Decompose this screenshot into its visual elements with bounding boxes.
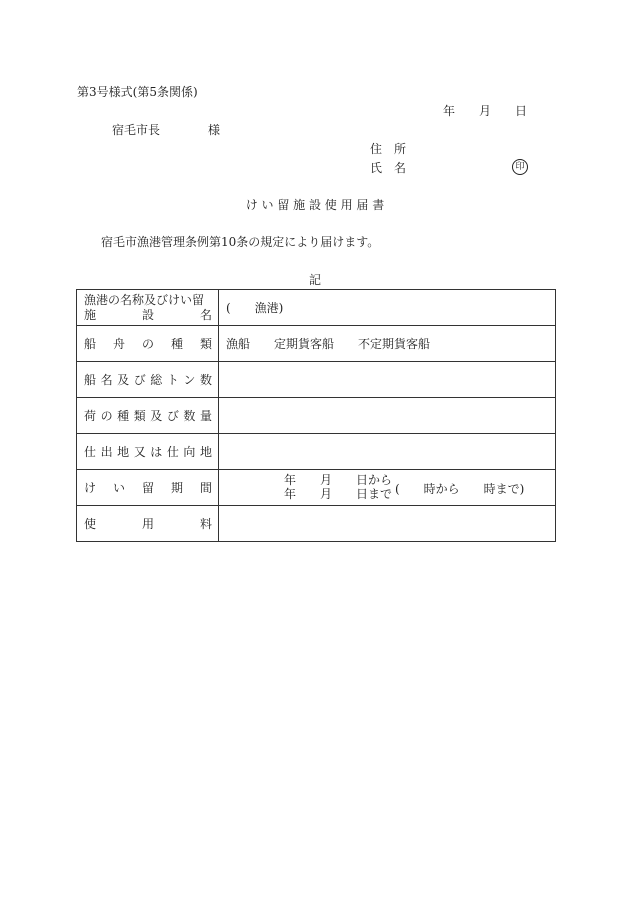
vessel-type-field[interactable]: 漁船 定期貨客船 不定期貨客船 [219, 326, 556, 362]
row-label [77, 362, 219, 398]
row-label [77, 398, 219, 434]
row-label [77, 326, 219, 362]
label-char: 用 [141, 516, 154, 531]
label-char: は [150, 444, 163, 459]
address-label: 住 所 [370, 142, 407, 156]
date-month: 月 [479, 104, 492, 118]
label-char: 類 [133, 408, 146, 423]
period-start-day: 日から [356, 473, 393, 487]
period-start-month: 月 [320, 473, 333, 487]
label-char: 及 [150, 408, 163, 423]
label-line-2 [77, 308, 218, 323]
name-label: 氏 名 [370, 161, 407, 175]
label-char: 設 [141, 307, 154, 322]
table-row [77, 434, 556, 470]
cargo-type-quantity-field[interactable] [219, 398, 556, 434]
notification-table [76, 289, 556, 542]
label-char: 量 [199, 408, 212, 423]
table-row [77, 362, 556, 398]
label-char: 地 [199, 444, 212, 459]
label-char: 船 [84, 336, 97, 351]
period-hours: ( 時から 時まで) [395, 482, 525, 496]
row-label [77, 434, 219, 470]
addressee-name: 宿毛市長 [112, 123, 161, 137]
date-day: 日 [515, 104, 528, 118]
period-start [284, 473, 392, 487]
label-char: 留 [141, 480, 154, 495]
label-char: 類 [199, 336, 212, 351]
label-char: 船 [84, 372, 97, 387]
row-label [77, 290, 219, 326]
label-char: 総 [150, 372, 163, 387]
document-title: け い 留 施 設 使 用 届 書 [245, 198, 385, 212]
fishing-port-name-field[interactable]: ( 漁港) [219, 290, 556, 326]
date-year: 年 [443, 104, 456, 118]
body-text: 宿毛市漁港管理条例第10条の規定により届けます。 [101, 235, 380, 249]
period-end-year: 年 [284, 487, 297, 501]
label-char: び [166, 408, 179, 423]
period-start-year: 年 [284, 473, 297, 487]
vessel-name-tonnage-field[interactable] [219, 362, 556, 398]
label-char: 種 [170, 336, 183, 351]
label-char: び [133, 372, 146, 387]
label-char: 名 [199, 307, 212, 322]
label-char: 数 [199, 372, 212, 387]
period-dates [284, 473, 392, 501]
addressee [112, 123, 220, 137]
label-char: 出 [100, 444, 113, 459]
label-char: 期 [170, 480, 183, 495]
label-char: け [84, 480, 97, 495]
period-end-day: 日まで [356, 487, 393, 501]
label-char: の [100, 408, 113, 423]
table-row [77, 290, 556, 326]
label-char: の [141, 336, 154, 351]
label-char: 名 [100, 372, 113, 387]
row-label [77, 506, 219, 542]
form-number: 第3号様式(第5条関係) [77, 85, 198, 99]
label-char: 種 [117, 408, 130, 423]
label-char: 地 [117, 444, 130, 459]
label-char: 数 [183, 408, 196, 423]
row-label [77, 470, 219, 506]
label-char: 荷 [84, 408, 97, 423]
label-char: 及 [117, 372, 130, 387]
period-end [284, 487, 392, 501]
origin-destination-field[interactable] [219, 434, 556, 470]
label-char: 又 [133, 444, 146, 459]
usage-fee-field[interactable] [219, 506, 556, 542]
label-char: 舟 [112, 336, 125, 351]
label-char: 施 [84, 307, 97, 322]
label-char: 料 [199, 516, 212, 531]
label-char: 間 [199, 480, 212, 495]
table-row [77, 398, 556, 434]
mooring-period-field[interactable] [219, 470, 556, 506]
table-row [77, 326, 556, 362]
table-row [77, 506, 556, 542]
label-char: 向 [183, 444, 196, 459]
date-line [443, 104, 527, 118]
label-char: ン [183, 372, 196, 387]
period-end-month: 月 [320, 487, 333, 501]
label-char: 仕 [84, 444, 97, 459]
seal-mark: 印 [512, 159, 528, 175]
label-char: ト [166, 372, 179, 387]
ki-heading: 記 [308, 273, 321, 287]
label-line-1: 漁港の名称及びけい留 [84, 292, 205, 307]
label-char: 仕 [166, 444, 179, 459]
addressee-honorific: 様 [208, 123, 221, 137]
label-char: い [112, 480, 125, 495]
table-row [77, 470, 556, 506]
label-char: 使 [84, 516, 97, 531]
